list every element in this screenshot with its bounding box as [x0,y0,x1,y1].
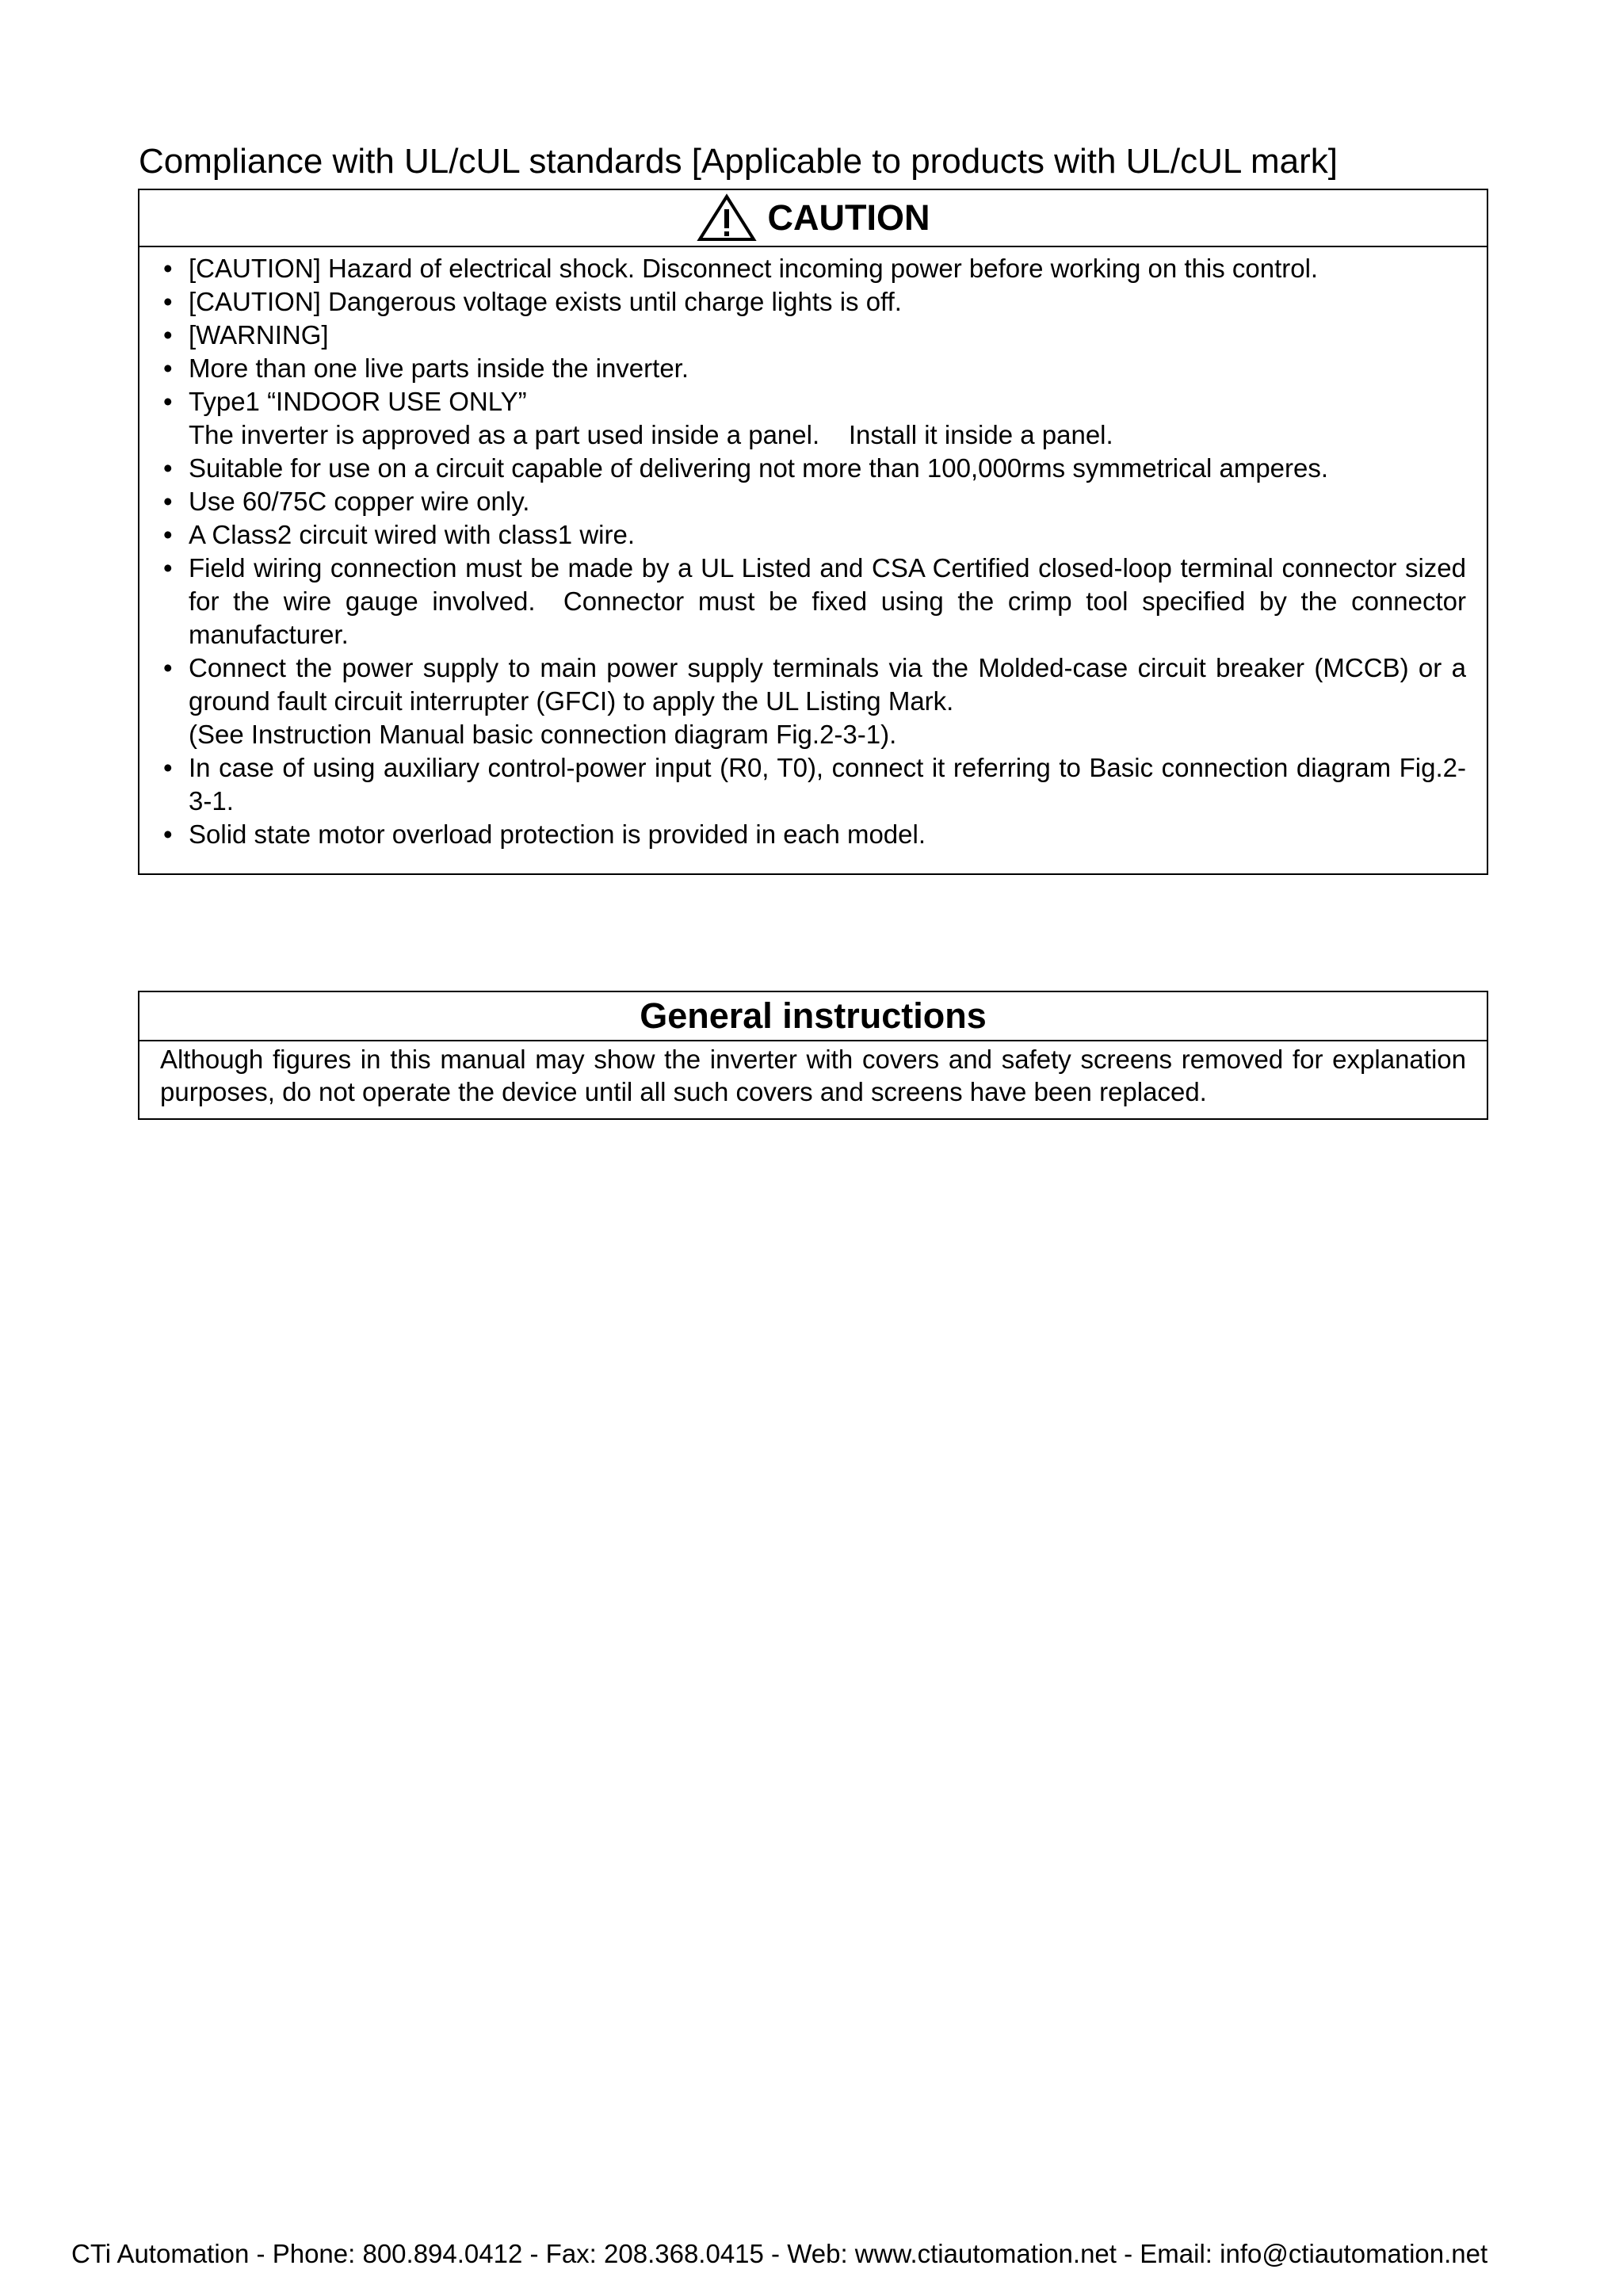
caution-item [139,552,1466,651]
caution-item [139,385,1466,452]
caution-box [138,189,1488,875]
bullet-icon: • [163,553,173,583]
bullet-icon: • [163,287,173,316]
caution-item-text: [CAUTION] Dangerous voltage exists until charge lights is off. [189,287,902,316]
caution-item [139,485,1466,518]
caution-item-text: In case of using auxiliary control-power input (R0, T0), connect it referring to Basic connection diagram Fig.2-3-1. [189,753,1466,816]
bullet-icon: • [163,387,173,416]
page-heading: Compliance with UL/cUL standards [Applicable to products with UL/cUL mark] [139,142,1338,181]
bullet-icon: • [163,520,173,549]
caution-item-text: [CAUTION] Hazard of electrical shock. Disconnect incoming power before working on this control. [189,254,1319,283]
caution-item [139,518,1466,552]
warning-triangle-icon [697,193,757,243]
bullet-icon: • [163,320,173,350]
general-instructions-title: General instructions [139,992,1487,1041]
caution-item [139,319,1466,352]
caution-item-text: Solid state motor overload protection is provided in each model. [189,819,926,849]
bullet-icon: • [163,487,173,516]
bullet-icon: • [163,254,173,283]
caution-list [139,247,1487,851]
caution-item [139,285,1466,319]
caution-item-continuation: (See Instruction Manual basic connection diagram Fig.2-3-1). [189,720,897,749]
general-instructions-text: Although figures in this manual may show the inverter with covers and safety screens removed for explanation purposes, do not operate the device until all such covers and screens have been replaced. [160,1045,1466,1106]
bullet-icon: • [163,819,173,849]
caution-item [139,651,1466,751]
caution-header [139,190,1487,247]
caution-item-continuation: The inverter is approved as a part used inside a panel. Install it inside a panel. [189,420,1113,449]
caution-item [139,818,1466,851]
general-instructions-box [138,991,1488,1120]
bullet-icon: • [163,753,173,782]
caution-item-text: More than one live parts inside the inverter. [189,353,689,383]
caution-title: CAUTION [767,197,930,238]
bullet-icon: • [163,453,173,483]
caution-item [139,252,1466,285]
caution-item-text: Suitable for use on a circuit capable of delivering not more than 100,000rms symmetrical amperes. [189,453,1329,483]
caution-item [139,352,1466,385]
caution-item-text: Use 60/75C copper wire only. [189,487,530,516]
caution-item [139,751,1466,818]
caution-item-text: [WARNING] [189,320,329,350]
page-footer: CTi Automation - Phone: 800.894.0412 - Fax: 208.368.0415 - Web: www.ctiautomation.net - Email: info@ctiautomation.net [71,2239,1488,2268]
bullet-icon: • [163,653,173,682]
caution-item-text: Connect the power supply to main power supply terminals via the Molded-case circuit breaker (MCCB) or a ground fault circuit interrupter (GFCI) to apply the UL Listing Mark. [189,653,1466,716]
caution-item-text: Field wiring connection must be made by a UL Listed and CSA Certified closed-loop terminal connector sized for the wire gauge involved. Connector must be fixed using the crimp tool specified by the connector manufacturer. [189,553,1466,649]
caution-item-text: A Class2 circuit wired with class1 wire. [189,520,635,549]
caution-item-text: Type1 “INDOOR USE ONLY” [189,387,527,416]
bullet-icon: • [163,353,173,383]
caution-item [139,452,1466,485]
